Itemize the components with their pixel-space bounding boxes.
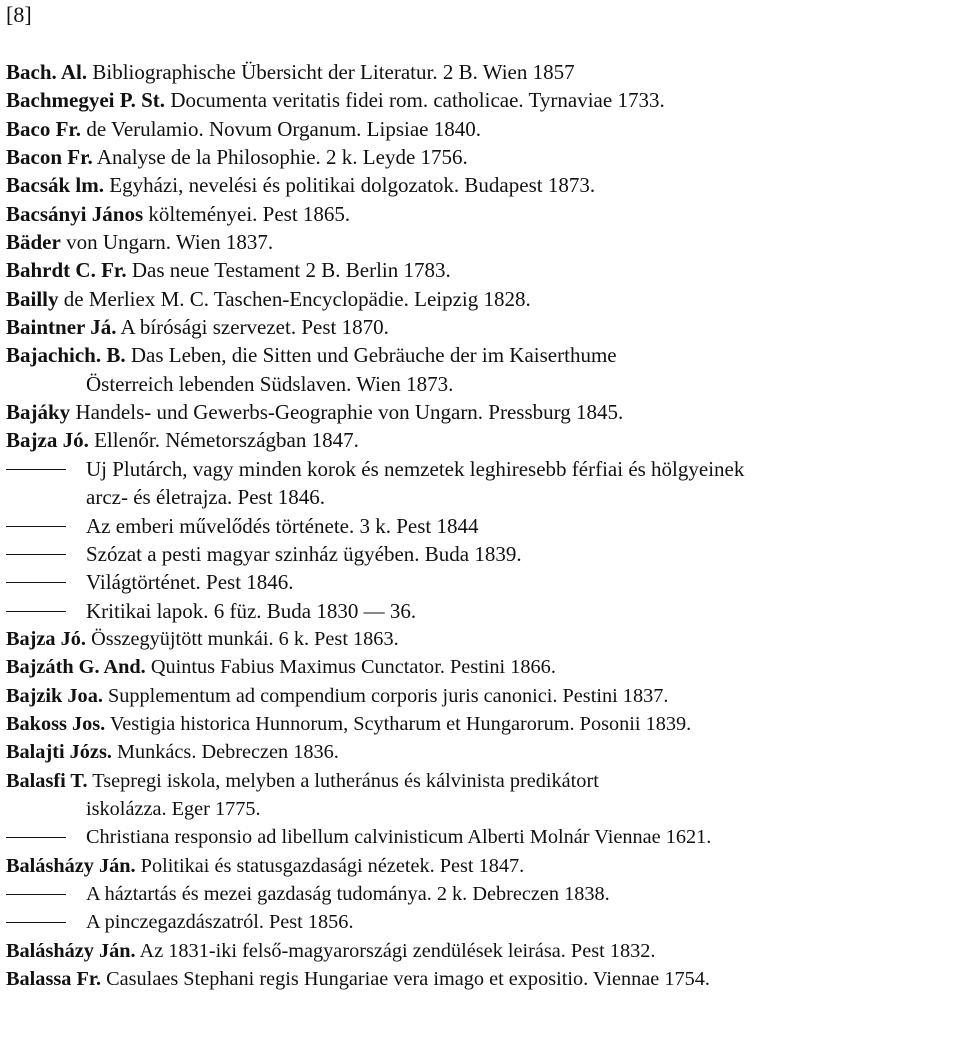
entry-text: Világtörténet. Pest 1846. (86, 570, 294, 595)
entry (6, 58, 956, 86)
entry (6, 710, 956, 738)
entry (6, 115, 956, 143)
entry-author: Bacsányi János (6, 201, 144, 226)
entry (6, 86, 956, 114)
entry (6, 256, 956, 284)
entry (6, 852, 956, 880)
entry-text: Kritikai lapok. 6 füz. Buda 1830 — 36. (86, 598, 417, 623)
entry-author: Baco Fr. (6, 116, 82, 141)
entry-author: Balásházy Ján. (6, 939, 136, 962)
entry-text: Das neue Testament 2 B. Berlin 1783. (126, 258, 451, 283)
entry (6, 965, 956, 993)
entry-text: Szózat a pesti magyar szinház ügyében. Buda 1839. (86, 541, 522, 566)
entry-text: Casulaes Stephani regis Hungariae vera imago et expositio. Viennae 1754. (101, 968, 710, 990)
entry (6, 767, 956, 795)
entry (6, 228, 956, 256)
ditto-dash (6, 554, 66, 555)
ditto-dash (6, 582, 66, 583)
entry-author: Balásházy Ján. (6, 854, 136, 877)
entry-author: Bacon Fr. (6, 145, 93, 170)
entry (6, 682, 956, 710)
entry-text: Quintus Fabius Maximus Cunctator. Pestini 1866. (145, 656, 556, 679)
entry-author: Balasfi T. (6, 769, 88, 792)
entry-text: de Verulamio. Novum Organum. Lipsiae 1840. (81, 116, 481, 141)
entry-author: Bach. Al. (6, 60, 88, 84)
entry-author: Bajzáth G. And. (6, 656, 146, 679)
entry-text: Das Leben, die Sitten und Gebräuche der im Kaiserthume (125, 343, 617, 368)
entry-author: Baintner Já. (6, 315, 117, 340)
entry (6, 313, 956, 341)
ditto-dash (6, 469, 66, 470)
entry-author: Bakoss Jos. (6, 712, 106, 735)
ditto-dash (6, 922, 66, 923)
entry-author: Bacsák lm. (6, 173, 105, 198)
entry (6, 937, 956, 965)
entry-ditto (6, 880, 956, 908)
entry-text: Tsepregi iskola, melyben a lutheránus és kálvinista predikátort (87, 769, 599, 792)
entry (6, 738, 956, 766)
entry-text: A háztartás és mezei gazdaság tudománya. 2 k. Debreczen 1838. (86, 882, 610, 905)
entry-text: von Ungarn. Wien 1837. (60, 230, 274, 255)
entry-author: Balajti Józs. (6, 741, 112, 764)
entry-author: Balassa Fr. (6, 968, 102, 990)
entry (6, 653, 956, 681)
entry-ditto (6, 823, 956, 851)
entry-text: Supplementum ad compendium corporis juris canonici. Pestini 1837. (102, 684, 669, 707)
entry-text: Az emberi művelődés története. 3 k. Pest 1844 (86, 513, 479, 538)
entry-text: Munkács. Debreczen 1836. (111, 741, 339, 764)
entry-ditto (6, 455, 956, 483)
entry-ditto (6, 540, 956, 568)
entry-text: Az 1831-iki felső-magyarországi zendülések leirása. Pest 1832. (135, 939, 656, 962)
entry-text: Összegyüjtött munkái. 6 k. Pest 1863. (86, 627, 399, 650)
entry-author: Bachmegyei P. St. (6, 88, 166, 113)
entry (6, 143, 956, 171)
entry-text: Egyházi, nevelési és politikai dolgozatok. Budapest 1873. (104, 173, 596, 198)
entry (6, 625, 956, 653)
entry (6, 341, 956, 369)
entry-text: Analyse de la Philosophie. 2 k. Leyde 1756. (92, 145, 468, 170)
entry-text: Bibliographische Übersicht der Literatur. 2 B. Wien 1857 (87, 60, 575, 84)
entry-text: A bírósági szervezet. Pest 1870. (116, 315, 389, 340)
entry-text: költeményei. Pest 1865. (143, 201, 351, 226)
entry-author: Bajáky (6, 400, 71, 425)
bibliography-list (6, 58, 956, 993)
entry-text: Vestigia historica Hunnorum, Scytharum et Hungarorum. Posonii 1839. (105, 712, 692, 735)
entry-author: Bajzik Joa. (6, 684, 103, 707)
ditto-dash (6, 526, 66, 527)
entry-author: Bajza Jó. (6, 627, 86, 650)
entry (6, 285, 956, 313)
entry-author: Bäder (6, 230, 61, 255)
entry-author: Bajza Jó. (6, 428, 89, 453)
ditto-dash (6, 837, 66, 838)
entry-continuation: Österreich lebenden Südslaven. Wien 1873. (86, 371, 454, 396)
entry (6, 398, 956, 426)
entry-text: de Merliex M. C. Taschen-Encyclopädie. Leipzig 1828. (58, 286, 531, 311)
ditto-dash (6, 894, 66, 895)
entry-ditto (6, 597, 956, 625)
entry-ditto (6, 512, 956, 540)
entry-text: Ellenőr. Németországban 1847. (88, 428, 359, 453)
ditto-dash (6, 611, 66, 612)
entry-ditto (6, 568, 956, 596)
entry (6, 426, 956, 454)
entry-author: Bajachich. B. (6, 343, 126, 368)
entry-author: Bahrdt C. Fr. (6, 258, 127, 283)
entry-ditto (6, 908, 956, 936)
entry-text: A pinczegazdászatról. Pest 1856. (86, 911, 354, 934)
entry-text: Christiana responsio ad libellum calvinisticum Alberti Molnár Viennae 1621. (86, 826, 712, 849)
entry-text: Documenta veritatis fidei rom. catholicae. Tyrnaviae 1733. (165, 88, 665, 113)
entry-text: Uj Plutárch, vagy minden korok és nemzetek leghiresebb férfiai és hölgyeinek (86, 456, 745, 481)
entry-continuation: arcz- és életrajza. Pest 1846. (86, 485, 326, 510)
entry (6, 171, 956, 199)
entry-continuation: iskolázza. Eger 1775. (86, 797, 261, 820)
entry-text: Politikai és statusgazdasági nézetek. Pest 1847. (135, 854, 525, 877)
entry-text: Handels- und Gewerbs-Geographie von Ungarn. Pressburg 1845. (70, 400, 624, 425)
entry-author: Bailly (6, 286, 59, 311)
page-number: [8] (6, 2, 32, 27)
entry (6, 200, 956, 228)
